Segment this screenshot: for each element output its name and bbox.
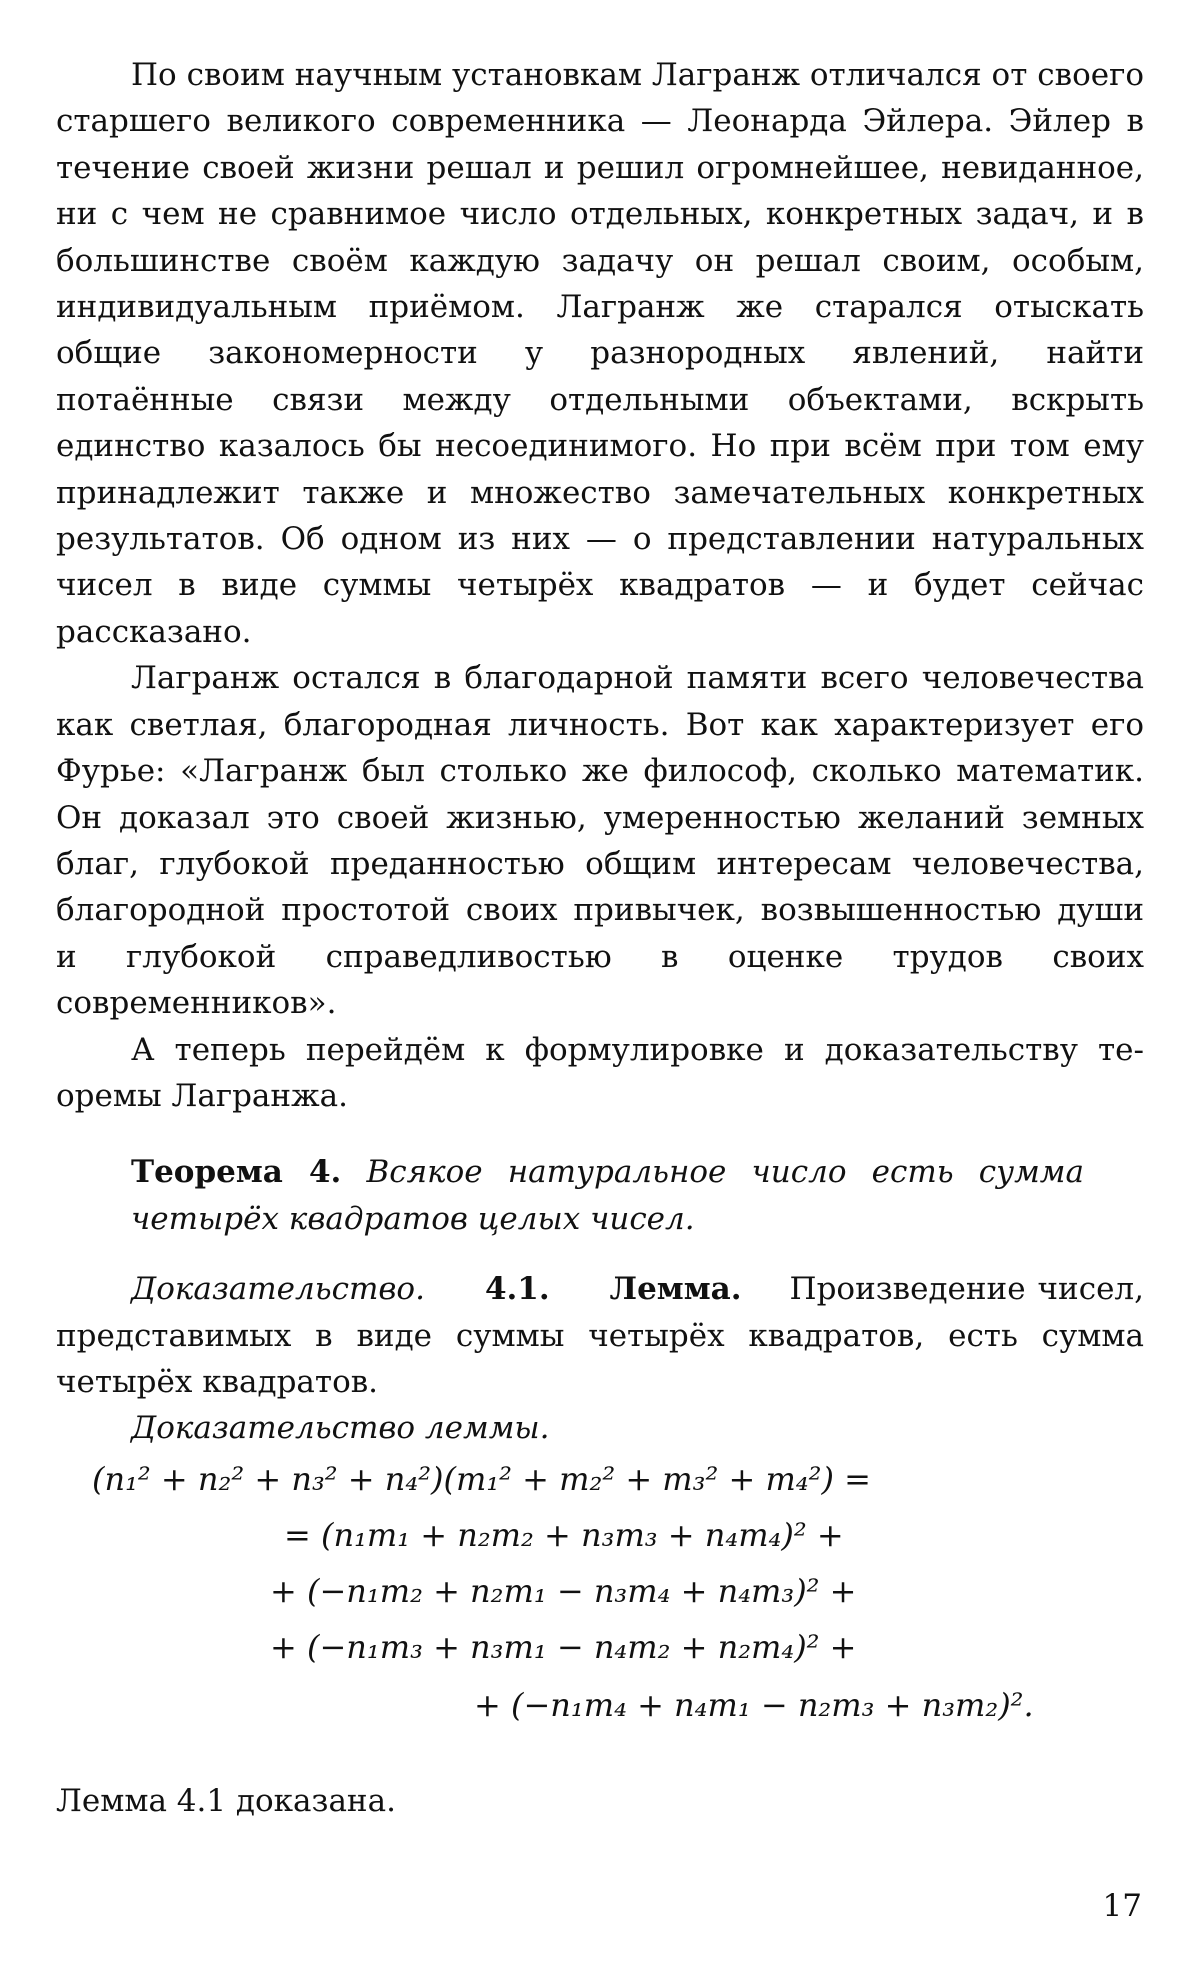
- theorem-4: [56, 1149, 1144, 1242]
- formula-line-5: + (−n₁m₄ + n₄m₁ − n₂m₃ + n₃m₂)².: [474, 1685, 1034, 1724]
- paragraph-transition: А теперь перейдём к формулировке и доказательству теоремы Лагранжа.: [56, 1031, 1144, 1114]
- theorem-statement: Всякое натуральное число есть сумма четырёх квадратов целых чисел.: [131, 1154, 1084, 1237]
- paragraph-fourier-quote: Лагранж остался в благодарной памяти всего человечества как светлая, благородная личность. Вот как характеризует его Фурье: «Лагранж был столько же философ, сколько математик. Он доказал это своей жизнью, умеренностью желаний земных благ, глубокой преданностью общим интересам человечества, благородной простотой своих привычек, возвышенностью души и глубокой справедливостью в оценке трудов своих современников».: [56, 660, 1144, 1022]
- lemma-proof-label: Доказательство леммы.: [131, 1410, 550, 1447]
- lemma-conclusion: Лемма 4.1 доказана.: [56, 1782, 396, 1819]
- page-number: 17: [1102, 1888, 1142, 1924]
- proof-block: [56, 1266, 1144, 1405]
- four-squares-identity: [56, 1460, 1144, 1760]
- formula-line-1: (n₁² + n₂² + n₃² + n₄²)(m₁² + m₂² + m₃² + m₄²) =: [92, 1459, 871, 1498]
- formula-line-4: + (−n₁m₃ + n₃m₁ − n₄m₂ + n₂m₄)² +: [270, 1627, 857, 1666]
- theorem-label: Теорема 4.: [131, 1154, 342, 1191]
- lemma-label: Лемма.: [609, 1271, 742, 1308]
- lemma-statement: Произведение чисел, представимых в виде суммы четырёх квадратов, есть сумма четырёх квадратов.: [56, 1271, 1144, 1400]
- proof-label: Доказательство.: [131, 1271, 425, 1308]
- lemma-number: 4.1.: [484, 1271, 550, 1308]
- book-page: [56, 52, 1144, 1824]
- formula-line-3: + (−n₁m₂ + n₂m₁ − n₃m₄ + n₄m₃)² +: [270, 1571, 857, 1610]
- formula-line-2: = (n₁m₁ + n₂m₂ + n₃m₃ + n₄m₄)² +: [284, 1515, 844, 1554]
- paragraph-lagrange-euler: По своим научным установкам Лагранж отличался от своего старшего великого современника — Леонарда Эйлера. Эйлер в течение своей жизни решал и решил огромнейшее, невиданное, ни с чем не сравнимое число отдельных, конкретных задач, и в большинстве своём каждую задачу он решал своим, особым, индивидуальным приёмом. Лагранж же старался отыскать общие закономерности у разнородных явлений, найти потаённые связи между отдельными объектами, вскрыть единство казалось бы несоединимого. Но при всём при том ему принадлежит также и множество замечательных конкретных результатов. Об одном из них — о представлении натуральных чисел в виде суммы четырёх квадратов — и будет сейчас рассказано.: [56, 57, 1144, 650]
